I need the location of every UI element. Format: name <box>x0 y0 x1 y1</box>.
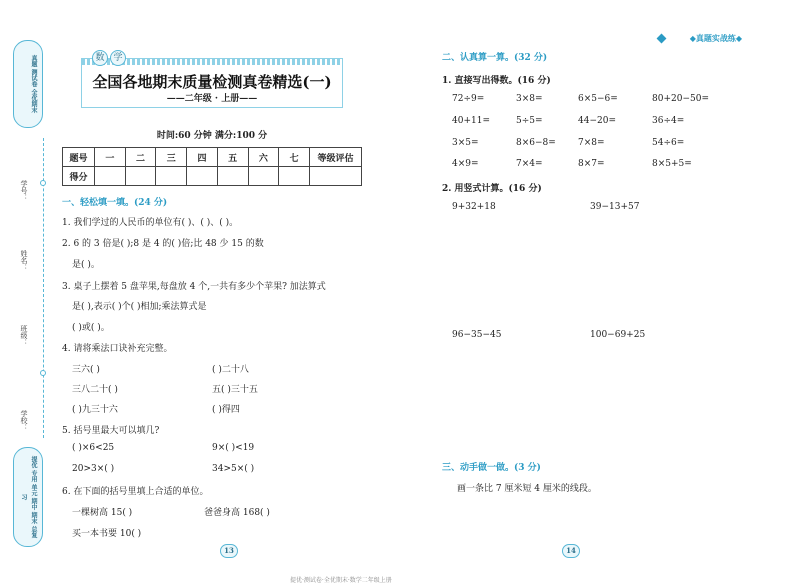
question-line: 6. 在下面的括号里填上合适的单位。 <box>62 487 209 497</box>
table-header-cell: 二 <box>125 148 156 167</box>
question-line: 5. 括号里最大可以填几? <box>62 426 160 436</box>
question-line: 2. 6 的 3 倍是( );8 是 4 的( )倍;比 48 少 15 的数 <box>62 239 264 249</box>
calc-item: 5÷5= <box>516 116 543 126</box>
calc-item: 44−20= <box>578 116 616 126</box>
question-item: ( )二十八 <box>212 365 249 375</box>
section-heading: 一、轻松填一填。(24 分) <box>62 198 168 208</box>
calc-item: 80+20−50= <box>652 94 709 104</box>
score-cell[interactable] <box>217 167 248 186</box>
score-cell[interactable] <box>125 167 156 186</box>
calc-item: 40+11= <box>452 116 490 126</box>
sidebar-bottom-badge: 提优 专用 单元 期中 期末 总复习 <box>13 447 43 547</box>
question-line: 2. 用竖式计算。(16 分) <box>442 184 542 194</box>
table-header-cell: 四 <box>187 148 218 167</box>
table-header-cell: 等级评估 <box>310 148 362 167</box>
score-table <box>62 147 362 186</box>
question-line: 1. 直接写出得数。(16 分) <box>442 76 551 86</box>
question-line: 是( )。 <box>72 260 100 270</box>
exam-meta: 时间:60 分钟 满分:100 分 <box>156 131 268 141</box>
title-box <box>81 53 343 108</box>
table-row <box>63 148 362 167</box>
question-item: 爸爸身高 168( ) <box>204 508 270 518</box>
score-cell[interactable] <box>310 167 362 186</box>
calc-item: 7×4= <box>516 159 543 169</box>
section-heading: 三、动手做一做。(3 分) <box>442 463 541 473</box>
calc-item: 3×8= <box>516 94 543 104</box>
question-item: ( )九三十六 <box>72 405 118 415</box>
subject-badge: 学 <box>110 50 126 66</box>
vertical-calc-item: 96−35−45 <box>452 330 502 340</box>
page-number: 13 <box>224 546 234 555</box>
score-cell[interactable] <box>248 167 279 186</box>
subject-badge: 数 <box>92 50 108 66</box>
class-field[interactable]: 班级： <box>20 325 28 346</box>
calc-item: 6×5−6= <box>578 94 618 104</box>
calc-item: 72÷9= <box>452 94 485 104</box>
question-item: ( )×6<25 <box>72 443 115 453</box>
question-line: 3. 桌子上摆着 5 盘苹果,每盘放 4 个,一共有多少个苹果? 加法算式 <box>62 282 326 292</box>
vertical-calc-item: 9+32+18 <box>452 202 496 212</box>
binding-hole <box>40 370 46 376</box>
calc-item: 7×8= <box>578 138 605 148</box>
question-line: 是( ),表示( )个( )相加;乘法算式是 <box>72 302 207 312</box>
score-cell[interactable] <box>156 167 187 186</box>
corner-label: ◆真题实战练◆ <box>689 33 742 43</box>
calc-item: 36÷4= <box>652 116 685 126</box>
diamond-icon <box>657 34 667 44</box>
question-item: 9×( )<19 <box>212 443 255 453</box>
table-row <box>63 167 362 186</box>
question-item: 三六( ) <box>72 365 100 375</box>
question-item: ( )得四 <box>212 405 240 415</box>
vertical-calc-item: 100−69+25 <box>590 330 646 340</box>
question-item: 34>5×( ) <box>212 464 255 474</box>
table-header-cell: 一 <box>95 148 126 167</box>
student-name-field[interactable]: 姓名： <box>20 250 28 271</box>
table-header-cell: 七 <box>279 148 310 167</box>
calc-item: 3×5= <box>452 138 479 148</box>
sidebar-top-badge: 真题 测试卷 全优期末 <box>13 40 43 128</box>
binding-hole <box>40 180 46 186</box>
table-header-cell: 题号 <box>63 148 95 167</box>
table-row-label: 得分 <box>63 167 95 186</box>
student-id-field[interactable]: 学号： <box>20 180 28 201</box>
binding-sidebar <box>13 40 43 560</box>
score-cell[interactable] <box>187 167 218 186</box>
vertical-calc-item: 39−13+57 <box>590 202 640 212</box>
score-cell[interactable] <box>95 167 126 186</box>
section-heading: 二、认真算一算。(32 分) <box>442 53 548 63</box>
question-line: 4. 请将乘法口诀补充完整。 <box>62 344 173 354</box>
question-line: ( )或( )。 <box>72 323 110 333</box>
grade-subtitle: ——二年级 · 上册—— <box>166 94 258 104</box>
table-header-cell: 五 <box>217 148 248 167</box>
question-line: 1. 我们学过的人民币的单位有( )、( )、( )。 <box>62 218 239 228</box>
calc-item: 8×5+5= <box>652 159 692 169</box>
question-item: 一棵树高 15( ) <box>72 508 133 518</box>
school-field[interactable]: 学校： <box>20 410 28 431</box>
calc-item: 4×9= <box>452 159 479 169</box>
calc-item: 8×6−8= <box>516 138 556 148</box>
question-line: 画一条比 7 厘米短 4 厘米的线段。 <box>457 484 597 494</box>
question-item: 三八二十( ) <box>72 385 118 395</box>
page-number: 14 <box>566 546 576 555</box>
calc-item: 54÷6= <box>652 138 685 148</box>
calc-item: 8×7= <box>578 159 605 169</box>
footer-text: 提优·测试卷·全优期末·数学二年级上册 <box>290 577 392 584</box>
question-item: 五( )三十五 <box>212 385 258 395</box>
question-item: 20>3×( ) <box>72 464 115 474</box>
table-header-cell: 六 <box>248 148 279 167</box>
table-header-cell: 三 <box>156 148 187 167</box>
score-cell[interactable] <box>279 167 310 186</box>
page-title: 全国各地期末质量检测真卷精选(一) <box>92 73 332 91</box>
question-item: 买一本书要 10( ) <box>72 529 142 539</box>
